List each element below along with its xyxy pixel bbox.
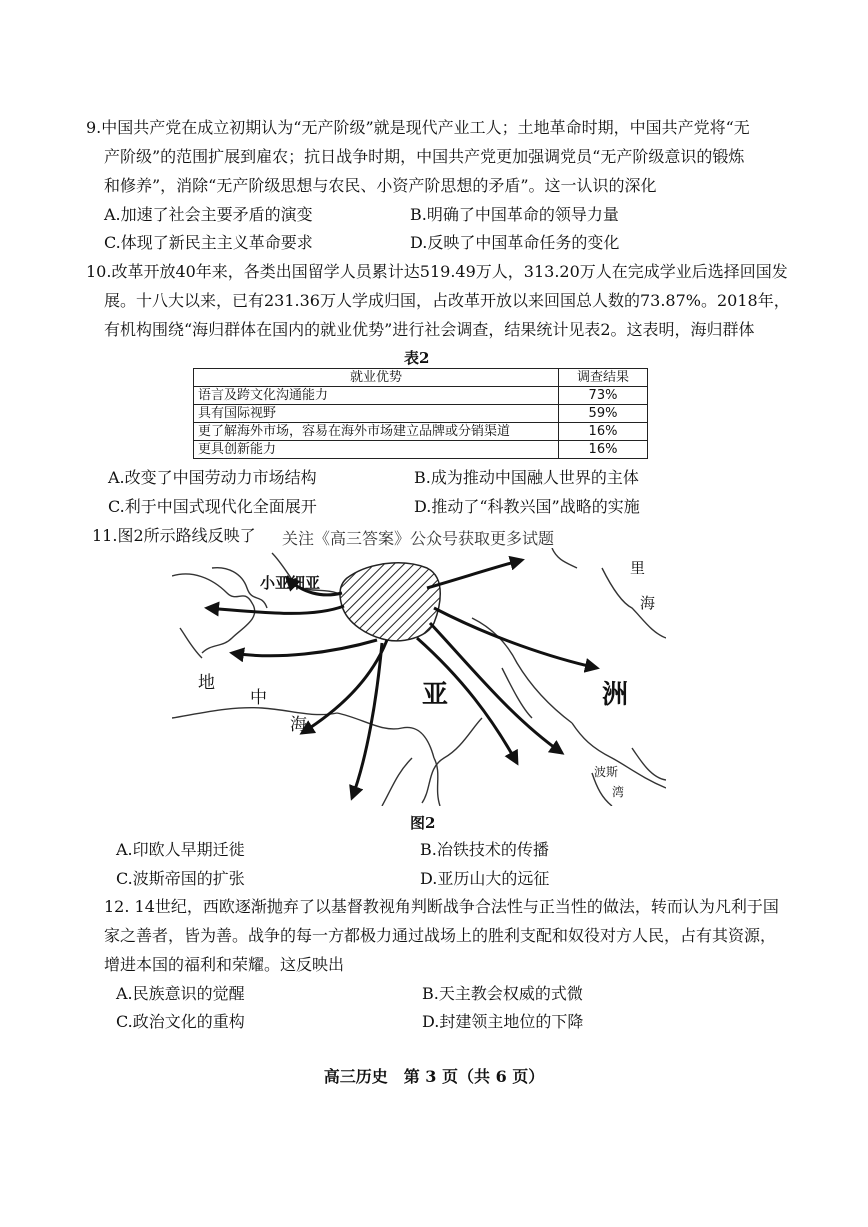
q11-option-c[interactable]: C.波斯帝国的扩张: [116, 869, 245, 888]
q9-option-c[interactable]: C.体现了新民主主义革命要求: [104, 233, 313, 252]
q12-option-b[interactable]: B.天主教会权威的式微: [422, 984, 583, 1003]
page-footer: 高三历史 第 3 页（共 6 页）: [323, 1067, 545, 1086]
q9-stem-line-3: 和修养”，消除“无产阶级思想与农民、小资产阶思想的矛盾”。这一认识的深化: [104, 176, 657, 195]
q10-stem-line-1: 10.改革开放40年来，各类出国留学人员累计达519.49万人，313.20万人在完成学业后选择回国发: [86, 262, 788, 281]
q12-stem-line-3: 增进本国的福利和荣耀。这反映出: [104, 955, 345, 974]
label-zhou: 洲: [602, 680, 629, 710]
table-cell-result: 16%: [559, 423, 648, 441]
q9-stem-line-2: 产阶级”的范围扩展到雇农；抗日战争时期，中国共产党更加强调党员“无产阶级意识的锻炼: [104, 147, 745, 166]
table-cell-advantage: 具有国际视野: [194, 405, 559, 423]
q10-option-c[interactable]: C.利于中国式现代化全面展开: [108, 497, 317, 516]
table-row: [194, 387, 648, 405]
label-di: 地: [198, 673, 215, 693]
table-header-result: 调查结果: [559, 369, 648, 387]
q9-option-d[interactable]: D.反映了中国革命任务的变化: [410, 233, 620, 252]
table-row: [194, 441, 648, 459]
table-cell-result: 59%: [559, 405, 648, 423]
label-li: 里: [630, 559, 646, 577]
q9-option-b[interactable]: B.明确了中国革命的领导力量: [410, 205, 619, 224]
table-caption: 表2: [404, 349, 430, 367]
employment-advantage-table: [193, 368, 648, 459]
label-ya: 亚: [422, 680, 449, 710]
q11-option-a[interactable]: A.印欧人早期迁徙: [116, 840, 245, 859]
q10-option-d[interactable]: D.推动了“科教兴国”战略的实施: [414, 497, 640, 516]
q10-option-b[interactable]: B.成为推动中国融人世界的主体: [414, 468, 639, 487]
label-hai-med: 海: [290, 715, 307, 735]
table-cell-advantage: 更具创新能力: [194, 441, 559, 459]
q11-option-b[interactable]: B.冶铁技术的传播: [420, 840, 549, 859]
q9-option-a[interactable]: A.加速了社会主要矛盾的演变: [104, 205, 313, 224]
table-header-row: [194, 369, 648, 387]
label-asia-minor: 小亚细亚: [260, 574, 321, 592]
table-cell-result: 73%: [559, 387, 648, 405]
table-header-advantage: 就业优势: [194, 369, 559, 387]
q12-option-d[interactable]: D.封建领主地位的下降: [422, 1012, 584, 1031]
table-row: [194, 405, 648, 423]
q10-option-a[interactable]: A.改变了中国劳动力市场结构: [108, 468, 317, 487]
label-wan: 湾: [612, 785, 625, 799]
q12-stem-line-1: 12. 14世纪，西欧逐渐抛弃了以基督教视角判断战争合法性与正当性的做法，转而认为凡利于国: [104, 897, 779, 916]
route-map: [172, 548, 666, 806]
table-cell-result: 16%: [559, 441, 648, 459]
q11-option-d[interactable]: D.亚历山大的远征: [420, 869, 550, 888]
label-zhong: 中: [250, 688, 267, 708]
q12-stem-line-2: 家之善者，皆为善。战争的每一方都极力通过战场上的胜利支配和奴役对方人民，占有其资源，: [104, 926, 777, 945]
q9-stem-line-1: 9.中国共产党在成立初期认为“无产阶级”就是现代产业工人；土地革命时期，中国共产党将“无: [86, 118, 750, 137]
label-hai-right: 海: [640, 594, 656, 612]
label-bosi: 波斯: [594, 765, 619, 779]
table-cell-advantage: 语言及跨文化沟通能力: [194, 387, 559, 405]
promo-notice: 关注《高三答案》公众号获取更多试题: [282, 529, 555, 548]
q12-option-a[interactable]: A.民族意识的觉醒: [116, 984, 245, 1003]
q11-stem: 11.图2所示路线反映了: [92, 526, 256, 545]
table-row: [194, 423, 648, 441]
q10-stem-line-2: 展。十八大以来，已有231.36万人学成归国，占改革开放以来回国总人数的73.87%。2018年，: [104, 291, 790, 310]
map-caption: 图2: [410, 814, 436, 832]
table-cell-advantage: 更了解海外市场，容易在海外市场建立品牌或分销渠道: [194, 423, 559, 441]
q10-stem-line-3: 有机构围绕“海归群体在国内的就业优势”进行社会调查，结果统计见表2。这表明，海归群体: [104, 320, 755, 339]
q12-option-c[interactable]: C.政治文化的重构: [116, 1012, 245, 1031]
